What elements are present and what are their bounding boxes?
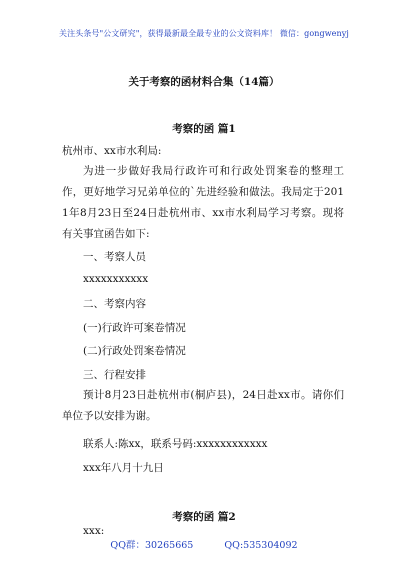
section-1-salutation: 杭州市、xx市水利局:	[62, 145, 162, 157]
item-1-heading: 一、考察人员	[83, 251, 146, 263]
contact-line: 联系人:陈xx，联系号码:xxxxxxxxxxxx	[83, 438, 268, 450]
section-2-salutation: xxx:	[83, 525, 105, 537]
footer-qq-group: QQ群：30265665	[110, 540, 194, 551]
section-2-title: 考察的函 篇2	[172, 511, 236, 523]
document-title: 关于考察的函材料合集（14篇）	[128, 76, 280, 88]
header-banner: 关注头条号"公文研究"，获得最新最全最专业的公文资料库！ 微信：gongwenyj	[59, 29, 349, 38]
footer-contact	[0, 537, 408, 551]
item-2-a: (一)行政许可案卷情况	[83, 322, 186, 334]
section-1-title: 考察的函 篇1	[172, 123, 236, 135]
item-3-content: 预计8月23日赴杭州市(桐庐县)，24日赴xx市。请你们单位予以安排为谢。	[62, 389, 344, 422]
signature-date: xxx年八月十九日	[83, 462, 164, 474]
item-1-content: xxxxxxxxxxx	[83, 273, 149, 285]
section-1-intro-paragraph: 为进一步做好我局行政许可和行政处罚案卷的整理工作，更好地学习兄弟单位的`先进经验和做法。我局定于2011年8月23日至24日赴杭州市、xx市水利局学习考察。现将有关事宜函告如下:	[62, 165, 344, 240]
item-2-b: (二)行政处罚案卷情况	[83, 345, 186, 357]
item-2-heading: 二、考察内容	[83, 298, 146, 310]
item-3-heading: 三、行程安排	[83, 369, 146, 381]
footer-qq: QQ:535304092	[224, 540, 298, 551]
